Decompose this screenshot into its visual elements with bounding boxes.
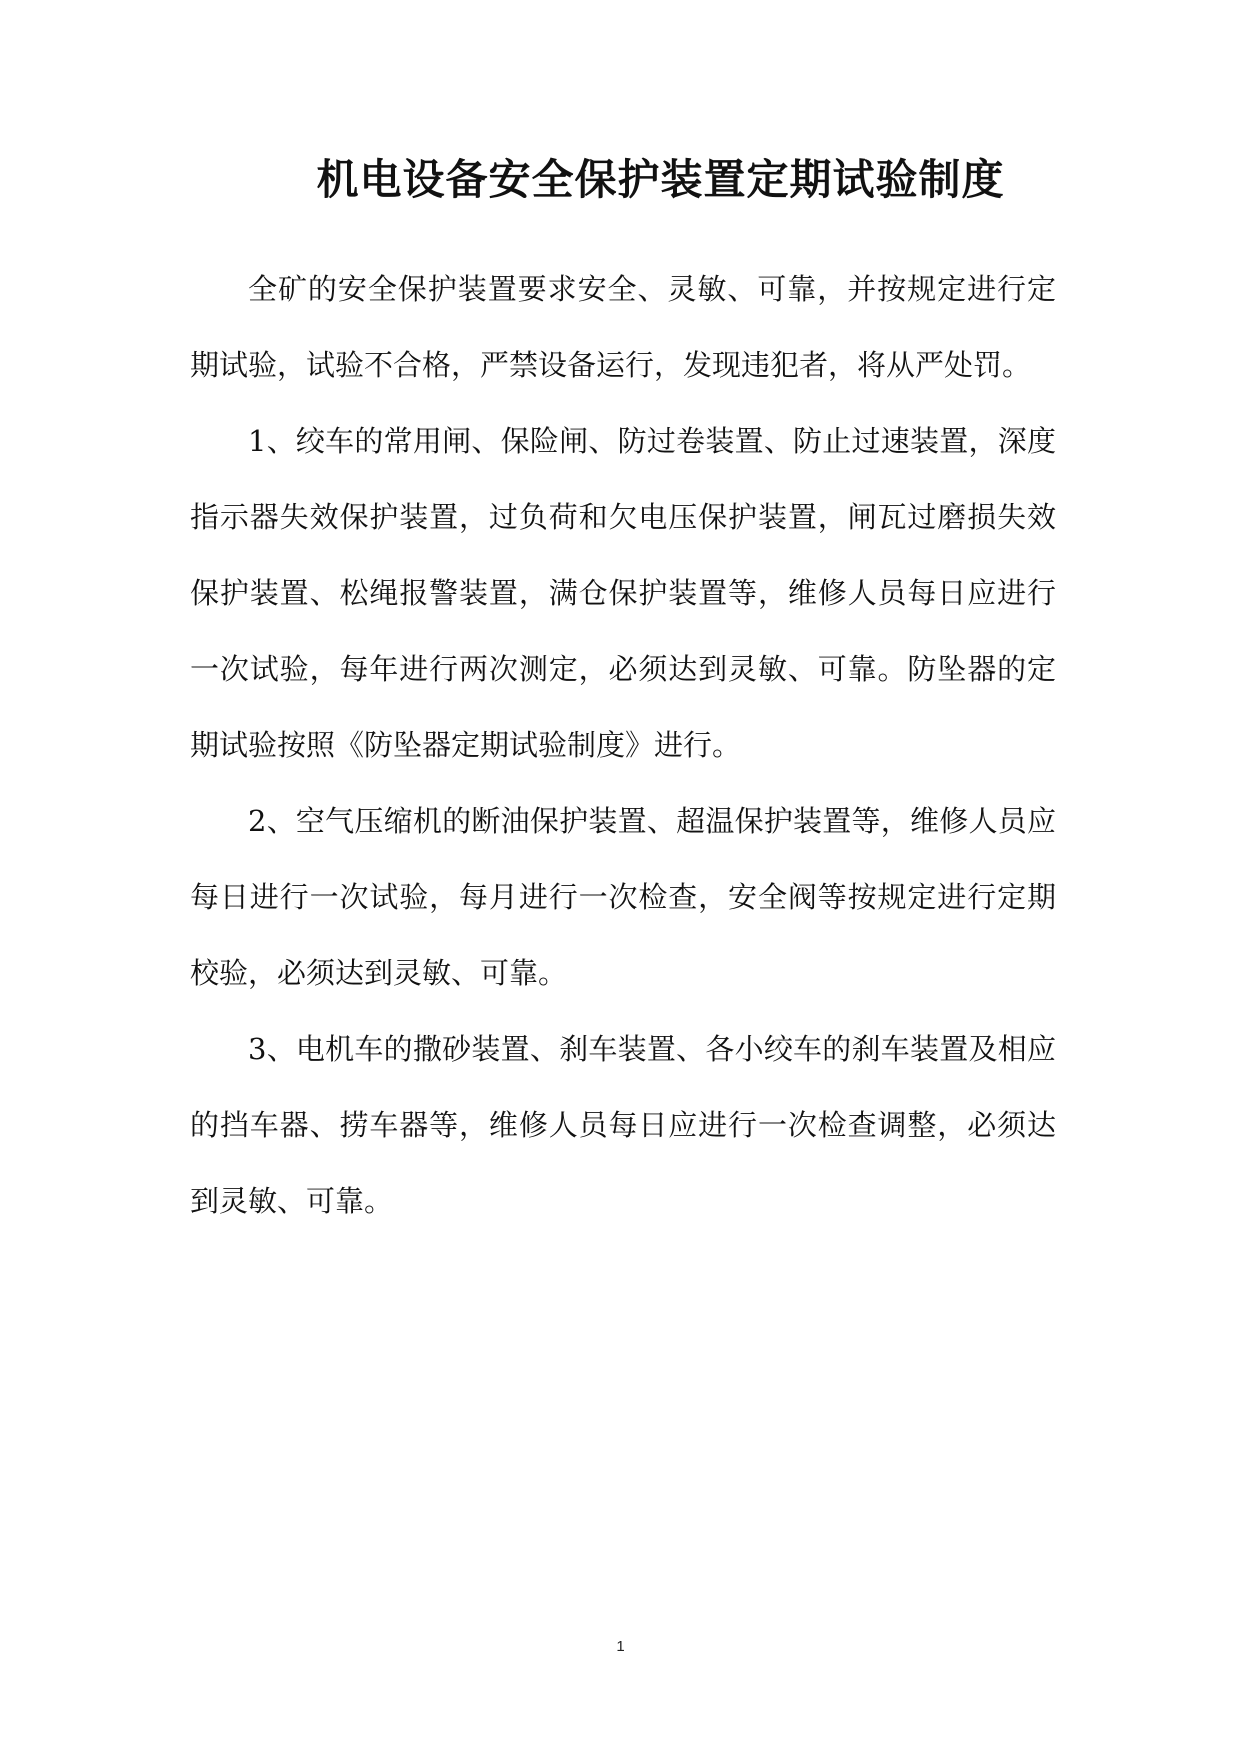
paragraph-item-1: 1、绞车的常用闸、保险闸、防过卷装置、防止过速装置，深度指示器失效保护装置，过负荷和欠电压保护装置，闸瓦过磨损失效保护装置、松绳报警装置，满仓保护装置等，维修人员每日应进行一次试验，每年进行两次测定，必须达到灵敏、可靠。防坠器的定期试验按照《防坠器定期试验制度》进行。	[190, 424, 1056, 762]
page-number: 1	[616, 1638, 625, 1655]
document-body	[190, 251, 1056, 1239]
paragraph-intro: 全矿的安全保护装置要求安全、灵敏、可靠，并按规定进行定期试验，试验不合格，严禁设备运行，发现违犯者，将从严处罚。	[190, 272, 1056, 382]
paragraph-item-3: 3、电机车的撒砂装置、刹车装置、各小绞车的刹车装置及相应的挡车器、捞车器等，维修人员每日应进行一次检查调整，必须达到灵敏、可靠。	[190, 1032, 1056, 1218]
document-title: 机电设备安全保护装置定期试验制度	[316, 155, 1005, 204]
paragraph-item-2: 2、空气压缩机的断油保护装置、超温保护装置等，维修人员应每日进行一次试验，每月进行一次检查，安全阀等按规定进行定期校验，必须达到灵敏、可靠。	[190, 804, 1056, 990]
